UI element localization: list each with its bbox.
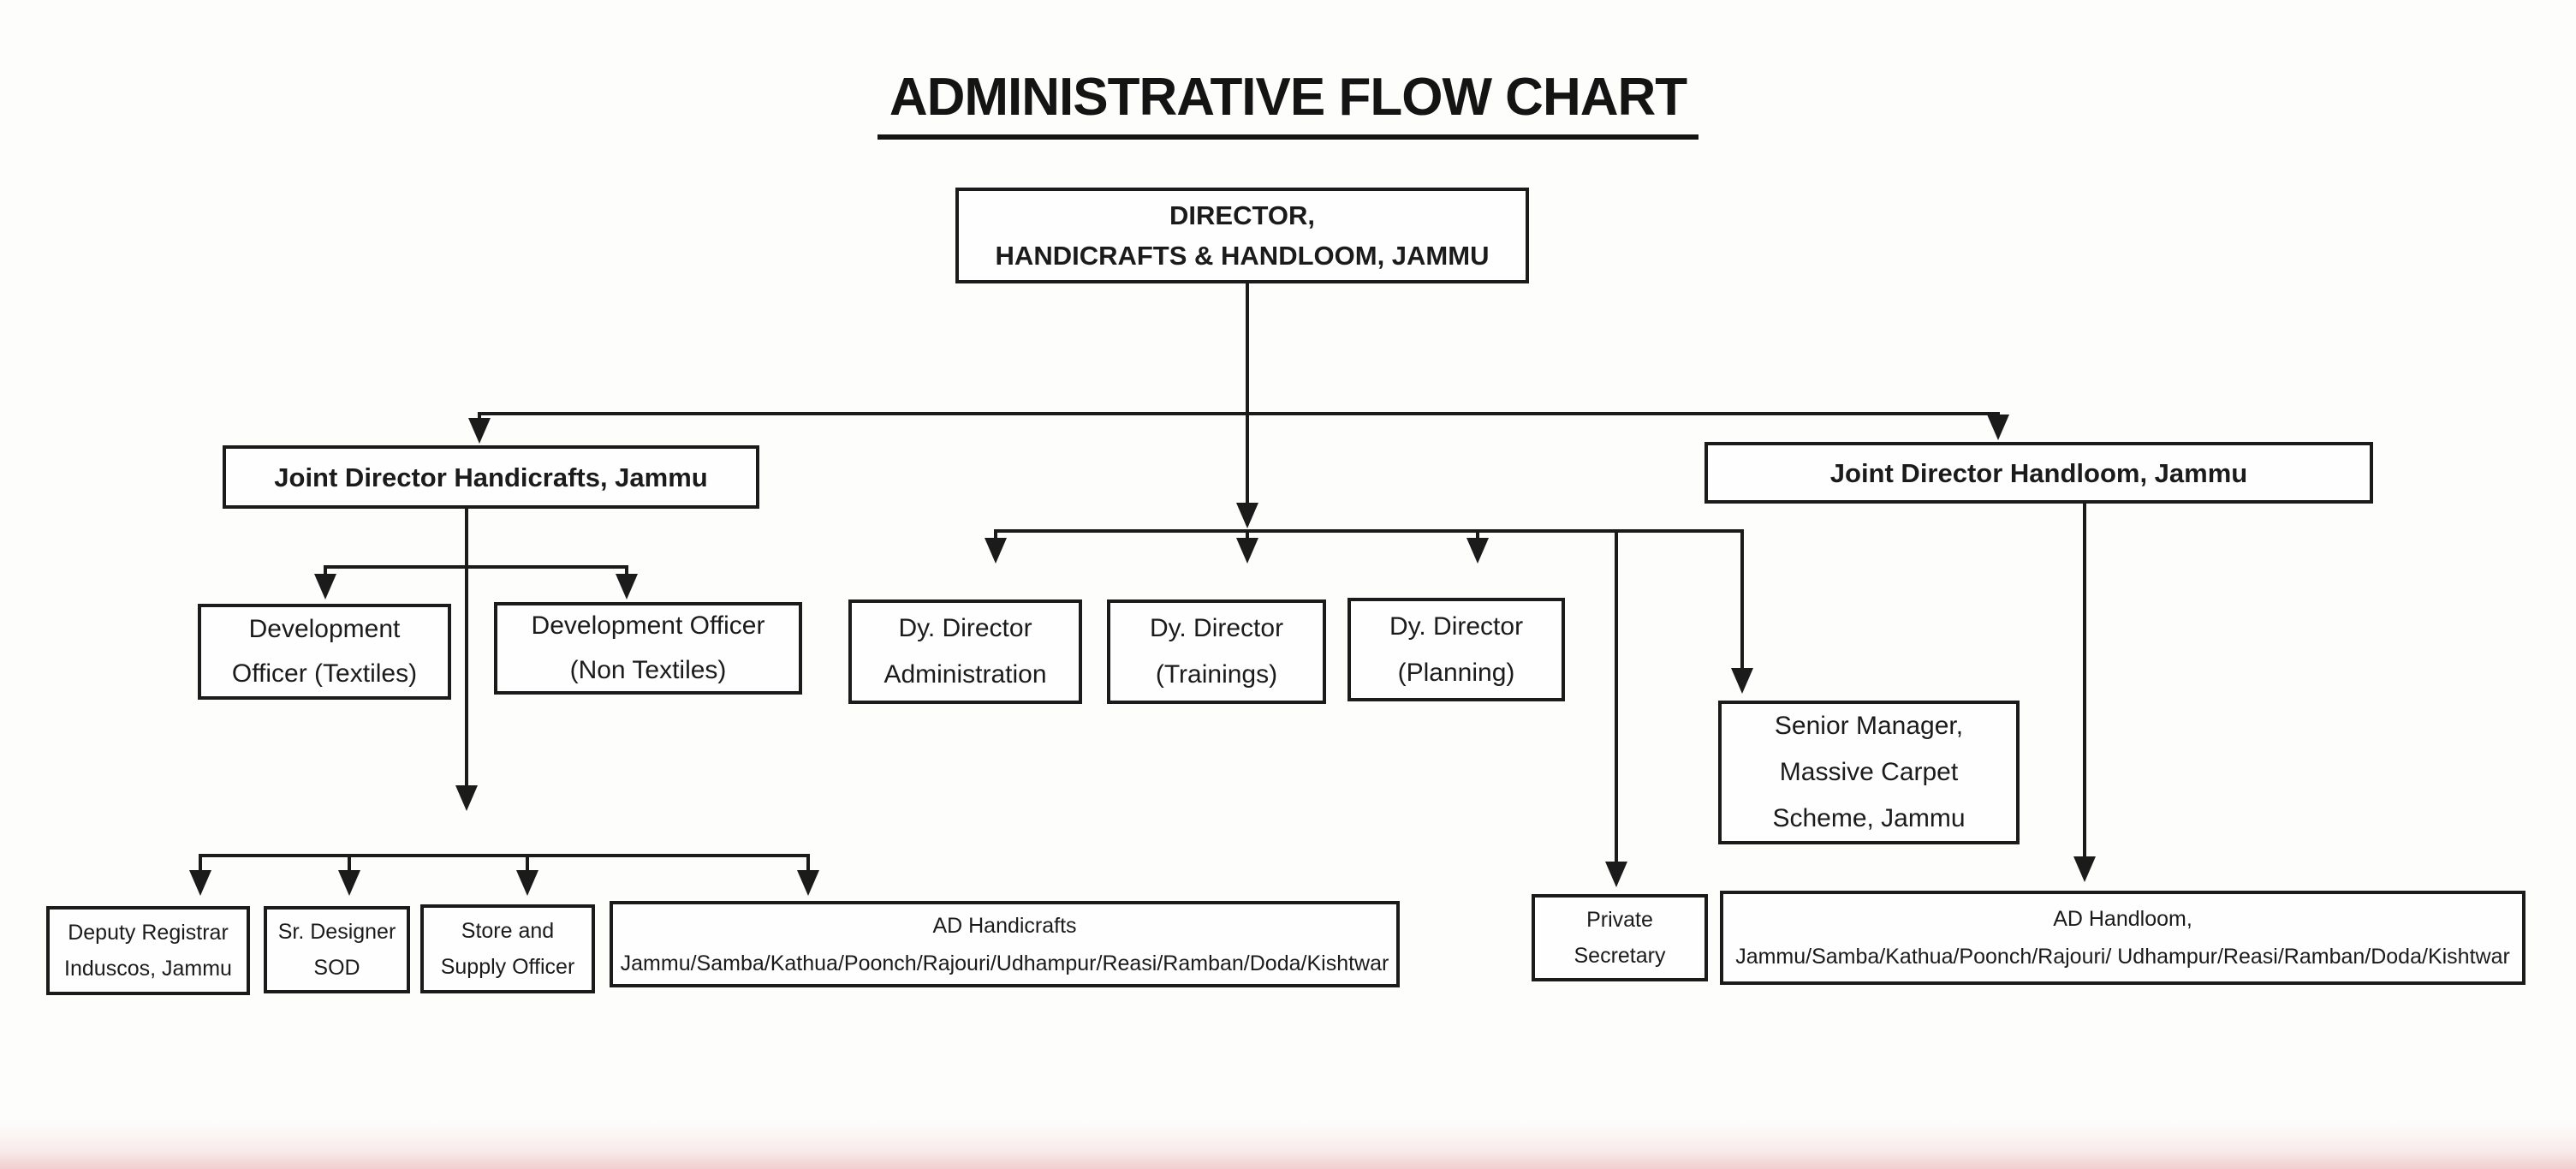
node-deputy-registrar-line1: Deputy Registrar xyxy=(68,921,229,945)
title-row xyxy=(0,67,2576,140)
arrowhead-director-to-mid-branch xyxy=(1236,503,1258,528)
node-sr-designer-sod xyxy=(264,906,410,993)
connector-drop-private-secretary xyxy=(1615,529,1618,867)
node-development-officer-non-textiles xyxy=(494,602,802,695)
node-do-non-textiles-line2: (Non Textiles) xyxy=(569,656,727,684)
node-private-secretary-line1: Private xyxy=(1586,908,1653,932)
arrowhead-to-senior-manager xyxy=(1731,668,1753,694)
arrowhead-to-dy-administration xyxy=(985,538,1007,564)
node-ad-handicrafts xyxy=(610,901,1400,987)
connector-bottom-left-branch xyxy=(199,854,808,857)
node-ad-handloom xyxy=(1720,891,2525,985)
connector-jd-handloom-vertical xyxy=(2083,502,2086,862)
connector-development-officer-branch xyxy=(324,565,628,569)
node-dy-trainings-line1: Dy. Director xyxy=(1149,614,1284,642)
arrowhead-to-private-secretary xyxy=(1605,862,1627,887)
arrowhead-to-store-supply xyxy=(516,870,538,896)
arrowhead-to-dy-planning xyxy=(1466,538,1489,564)
node-ad-handicrafts-line1: AD Handicrafts xyxy=(932,913,1077,938)
node-dy-planning-line1: Dy. Director xyxy=(1389,611,1524,641)
node-senior-manager-line2: Massive Carpet xyxy=(1779,758,1959,786)
node-sr-designer-line1: Sr. Designer xyxy=(277,920,396,944)
arrowhead-to-dy-trainings xyxy=(1236,538,1258,564)
node-deputy-registrar-induscos xyxy=(46,906,250,995)
node-ad-handicrafts-line2: Jammu/Samba/Kathua/Poonch/Rajouri/Udhampur/Reasi/Ramban/Doda/Kishtwar xyxy=(620,951,1389,975)
node-dy-admin-line1: Dy. Director xyxy=(898,614,1032,642)
node-private-secretary-line2: Secretary xyxy=(1574,944,1666,968)
arrowhead-to-jd-handloom xyxy=(1987,415,2009,440)
node-do-textiles-line1: Development xyxy=(248,615,401,643)
node-joint-director-handicrafts xyxy=(223,445,759,509)
node-senior-manager-line3: Scheme, Jammu xyxy=(1772,804,1966,832)
connector-jd-handicrafts-vertical xyxy=(465,507,468,790)
connector-drop-senior-manager xyxy=(1740,529,1744,673)
node-joint-director-handicrafts-label: Joint Director Handicrafts, Jammu xyxy=(274,462,708,492)
arrowhead-to-jd-handicrafts xyxy=(468,418,491,444)
connector-director-vertical xyxy=(1246,283,1249,525)
arrowhead-to-ad-handicrafts xyxy=(797,870,819,896)
node-director-line2: HANDICRAFTS & HANDLOOM, JAMMU xyxy=(995,241,1490,271)
arrowhead-to-do-non-textiles xyxy=(616,574,638,599)
arrowhead-to-ad-handloom xyxy=(2073,856,2096,882)
arrowhead-to-bottom-left-branch xyxy=(455,785,478,811)
node-private-secretary xyxy=(1532,894,1708,981)
scan-edge-artifact xyxy=(0,1122,2576,1169)
node-joint-director-handloom-label: Joint Director Handloom, Jammu xyxy=(1829,457,2248,488)
node-dy-director-trainings xyxy=(1107,599,1326,704)
node-do-non-textiles-line1: Development Officer xyxy=(531,611,765,640)
node-ad-handloom-line2: Jammu/Samba/Kathua/Poonch/Rajouri/ Udhampur/Reasi/Ramban/Doda/Kishtwar xyxy=(1735,945,2510,969)
node-dy-director-planning xyxy=(1347,598,1565,701)
page-title: ADMINISTRATIVE FLOW CHART xyxy=(878,67,1698,140)
node-development-officer-textiles xyxy=(198,604,451,700)
node-senior-manager-line1: Senior Manager, xyxy=(1774,712,1964,740)
node-store-supply-line2: Supply Officer xyxy=(440,955,575,979)
node-deputy-registrar-line2: Induscos, Jammu xyxy=(64,957,232,981)
arrowhead-to-deputy-registrar xyxy=(189,870,211,896)
node-sr-designer-line2: SOD xyxy=(313,956,360,980)
connector-mid-branch xyxy=(994,529,1744,533)
node-do-textiles-line2: Officer (Textiles) xyxy=(231,659,418,688)
node-dy-trainings-line2: (Trainings) xyxy=(1155,660,1278,689)
node-dy-director-administration xyxy=(848,599,1082,704)
arrowhead-to-do-textiles xyxy=(314,574,336,599)
node-dy-planning-line2: (Planning) xyxy=(1397,658,1515,687)
node-director xyxy=(955,188,1529,283)
node-director-line1: DIRECTOR, xyxy=(1169,200,1315,230)
node-joint-director-handloom xyxy=(1704,442,2373,504)
node-senior-manager-carpet xyxy=(1718,701,2020,844)
connector-joint-director-branch xyxy=(478,412,2000,415)
arrowhead-to-sr-designer xyxy=(338,870,360,896)
node-store-supply-officer xyxy=(420,904,595,993)
node-dy-admin-line2: Administration xyxy=(883,660,1047,689)
node-ad-handloom-line1: AD Handloom, xyxy=(2053,907,2192,931)
node-store-supply-line1: Store and xyxy=(461,919,555,943)
